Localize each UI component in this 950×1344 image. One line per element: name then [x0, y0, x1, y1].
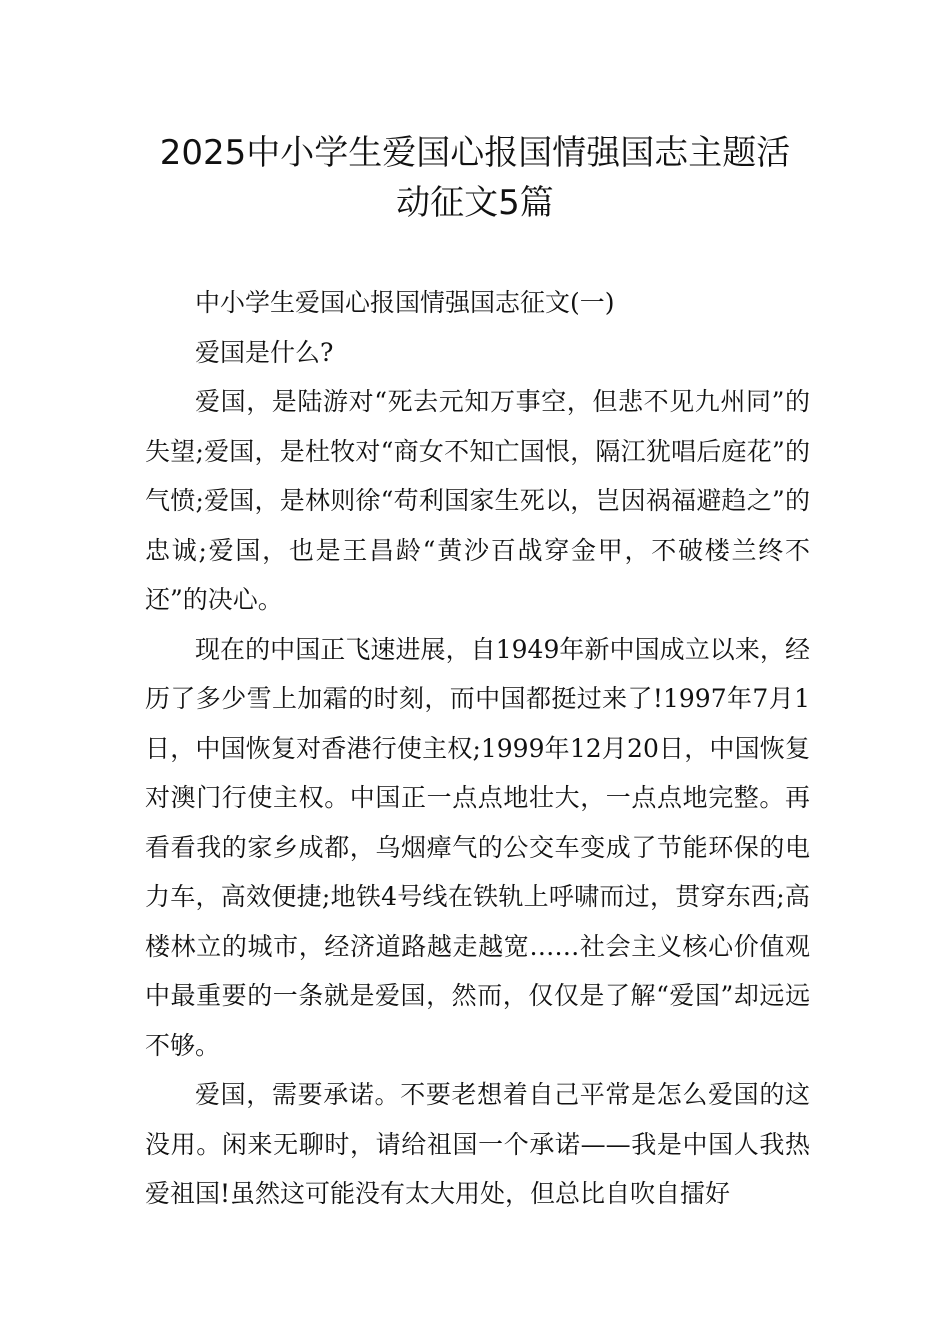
document-body — [145, 278, 810, 1219]
document-title — [140, 128, 810, 228]
paragraph-2: 现在的中国正飞速进展，自1949年新中国成立以来，经历了多少雪上加霜的时刻，而中国都挺过来了!1997年7月1日，中国恢复对香港行使主权;1999年12月20日，中国恢复对澳门行使主权。中国正一点点地壮大，一点点地完整。再看看我的家乡成都，乌烟瘴气的公交车变成了节能环保的电力车，高效便捷;地铁4号线在铁轨上呼啸而过，贯穿东西;高楼林立的城市，经济道路越走越宽……社会主义核心价值观中最重要的一条就是爱国，然而，仅仅是了解“爱国”却远远不够。 — [145, 634, 810, 1060]
section-heading: 中小学生爱国心报国情强国志征文(一) — [195, 288, 615, 317]
question-line: 爱国是什么? — [195, 337, 334, 367]
title-line-2: 动征文5篇 — [396, 183, 554, 223]
paragraph-1: 爱国，是陆游对“死去元知万事空，但悲不见九州同”的失望;爱国，是杜牧对“商女不知亡国恨，隔江犹唱后庭花”的气愤;爱国，是林则徐“苟利国家生死以，岂因祸福避趋之”的忠诚;爱国，也是王昌龄“黄沙百战穿金甲，不破楼兰终不还”的决心。 — [145, 387, 810, 614]
title-line-1: 2025中小学生爱国心报国情强国志主题活 — [159, 133, 791, 173]
paragraph-3: 爱国，需要承诺。不要老想着自己平常是怎么爱国的这没用。闲来无聊时，请给祖国一个承诺——我是中国人我热爱祖国!虽然这可能没有太大用处，但总比自吹自擂好 — [145, 1080, 810, 1208]
